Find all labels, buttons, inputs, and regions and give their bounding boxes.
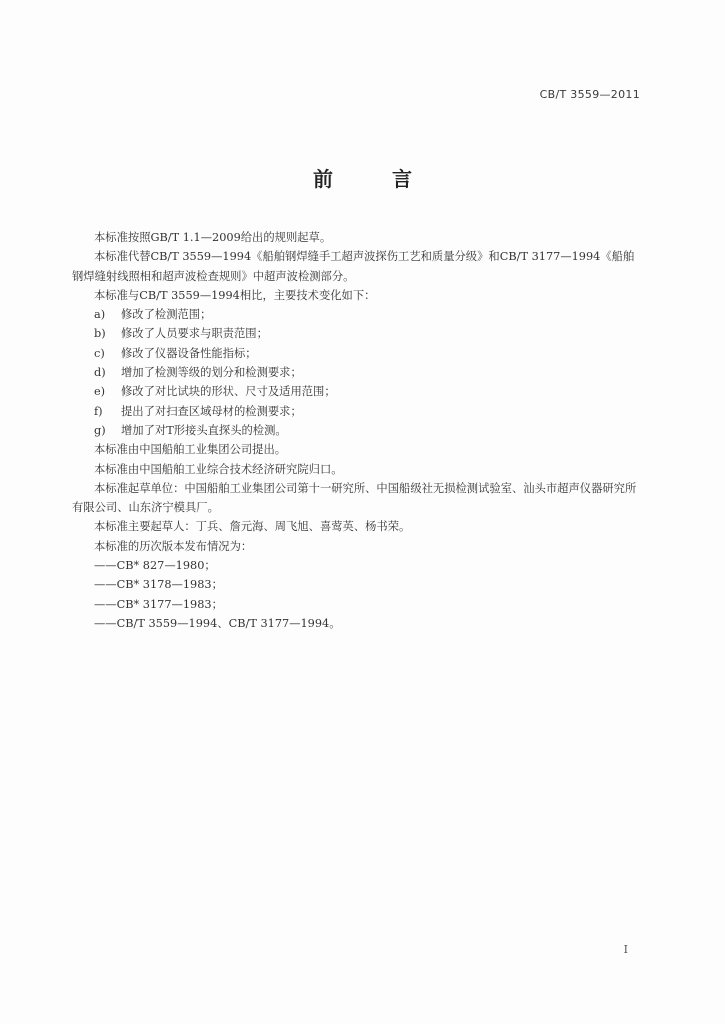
list-item bbox=[72, 402, 644, 421]
list-marker: a) bbox=[94, 308, 106, 322]
list-item-text: 修改了对比试块的形状、尺寸及适用范围； bbox=[121, 385, 336, 399]
list-item-text: 修改了检测范围； bbox=[121, 308, 212, 322]
list-item bbox=[72, 324, 644, 343]
changes-intro-paragraph: 本标准与CB/T 3559—1994相比，主要技术变化如下： bbox=[94, 288, 376, 302]
centralized-paragraph: 本标准由中国船舶工业综合技术经济研究院归口。 bbox=[94, 462, 343, 476]
list-item-text: 增加了对T形接头直探头的检测。 bbox=[121, 423, 287, 437]
list-item-text: 修改了仪器设备性能指标； bbox=[121, 346, 257, 360]
drafting-rule-paragraph: 本标准按照GB/T 1.1—2009给出的规则起草。 bbox=[94, 231, 332, 244]
list-marker: f) bbox=[94, 404, 103, 418]
history-intro-paragraph: 本标准的历次版本发布情况为： bbox=[94, 539, 253, 553]
foreword-body bbox=[72, 228, 644, 633]
history-item: ——CB* 827—1980； bbox=[94, 559, 216, 573]
standard-code: CB/T 3559—2011 bbox=[539, 88, 640, 101]
list-marker: d) bbox=[94, 366, 106, 380]
list-item bbox=[72, 421, 644, 440]
list-item bbox=[72, 382, 644, 401]
list-marker: e) bbox=[94, 385, 106, 399]
history-item: ——CB* 3177—1983； bbox=[94, 597, 223, 611]
page-title: 前 言 bbox=[313, 167, 438, 191]
list-item bbox=[72, 363, 644, 382]
proposer-paragraph: 本标准由中国船舶工业集团公司提出。 bbox=[94, 443, 287, 457]
list-marker: b) bbox=[94, 327, 106, 341]
list-item-text: 增加了检测等级的划分和检测要求； bbox=[121, 366, 302, 380]
history-item: ——CB* 3178—1983； bbox=[94, 578, 223, 592]
list-marker: g) bbox=[94, 423, 106, 437]
drafting-units-paragraph: 本标准起草单位：中国船舶工业集团公司第十一研究所、中国船级社无损检测试验室、汕头市超声仪器研究所有限公司、山东济宁模具厂。 bbox=[72, 481, 637, 515]
history-item: ——CB/T 3559—1994、CB/T 3177—1994。 bbox=[94, 616, 341, 630]
replacement-paragraph: 本标准代替CB/T 3559—1994《船舶钢焊缝手工超声波探伤工艺和质量分级》和CB/T 3177—1994《船舶钢焊缝射线照相和超声波检查规则》中超声波检测部分。 bbox=[72, 250, 635, 283]
history-list bbox=[72, 556, 644, 633]
changes-list bbox=[72, 305, 644, 440]
list-item-text: 修改了人员要求与职责范围； bbox=[121, 327, 268, 341]
list-item bbox=[72, 344, 644, 363]
list-item bbox=[72, 305, 644, 324]
drafters-paragraph: 本标准主要起草人：丁兵、詹元海、周飞旭、喜莺英、杨书荣。 bbox=[94, 520, 411, 534]
page-number: I bbox=[623, 943, 628, 956]
list-marker: c) bbox=[94, 346, 105, 360]
list-item-text: 提出了对扫查区域母材的检测要求； bbox=[121, 404, 302, 418]
